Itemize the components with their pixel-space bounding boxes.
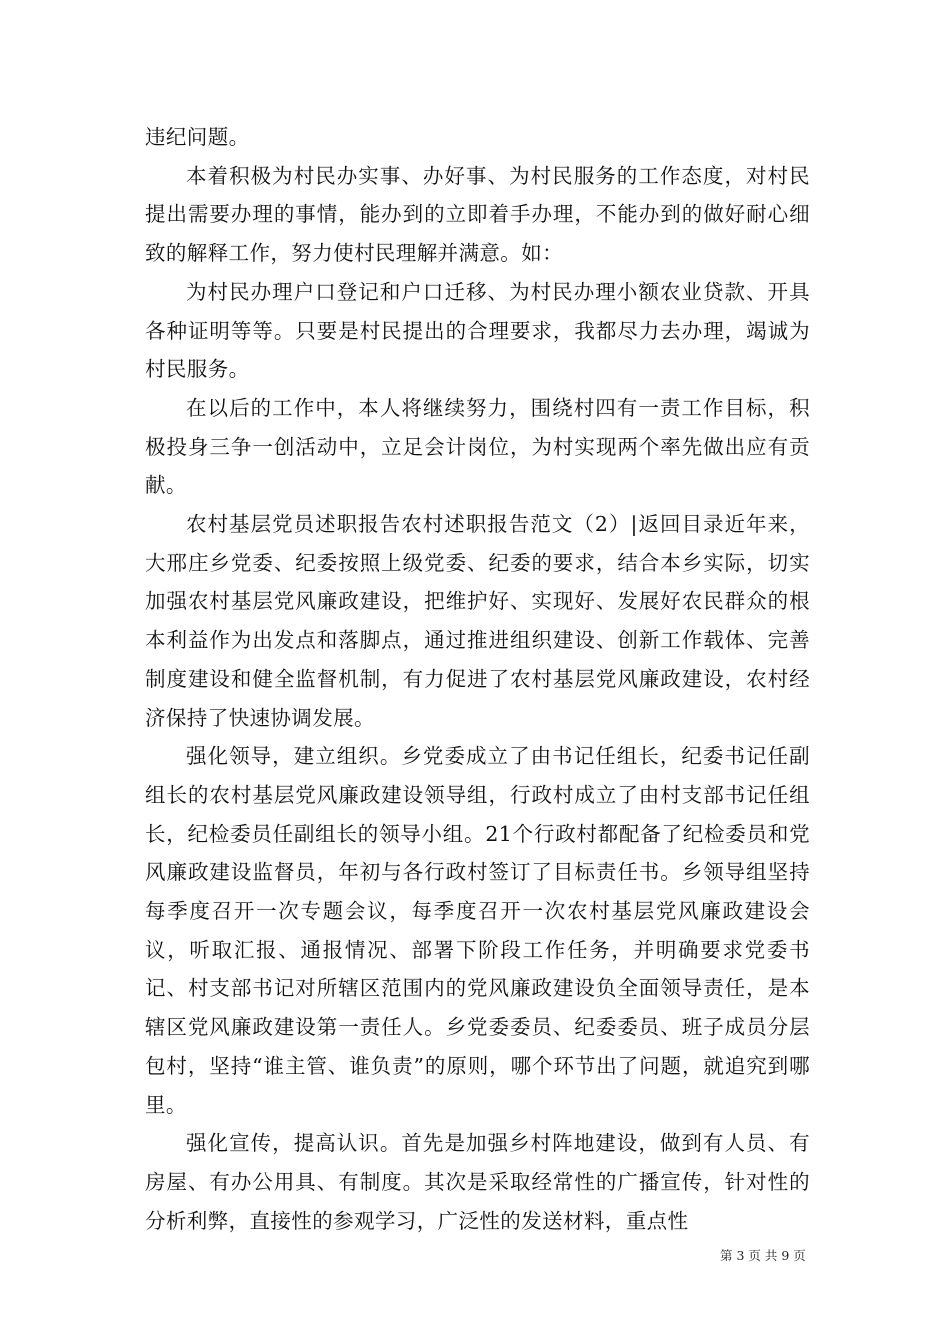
page-number-footer: 第 3 页 共 9 页 xyxy=(720,1248,806,1263)
paragraph-4: 在以后的工作中，本人将继续努力，围绕村四有一责工作目标，积极投身三争一创活动中，立足会计岗位，为村实现两个率先做出应有贡献。 xyxy=(145,395,810,498)
document-body xyxy=(145,118,810,1240)
paragraph-2: 本着积极为村民办实事、办好事、为村民服务的工作态度，对村民提出需要办理的事情，能办到的立即着手办理，不能办到的做好耐心细致的解释工作，努力使村民理解并满意。如： xyxy=(145,163,810,266)
paragraph-5: 农村基层党员述职报告农村述职报告范文（2）|返回目录近年来，大邢庄乡党委、纪委按照上级党委、纪委的要求，结合本乡实际，切实加强农村基层党风廉政建设，把维护好、实现好、发展好农民群众的根本利益作为出发点和落脚点，通过推进组织建设、创新工作载体、完善制度建设和健全监督机制，有力促进了农村基层党风廉政建设，农村经济保持了快速协调发展。 xyxy=(145,512,810,730)
paragraph-6: 强化领导，建立组织。乡党委成立了由书记任组长，纪委书记任副组长的农村基层党风廉政建设领导组，行政村成立了由村支部书记任组长，纪检委员任副组长的领导小组。21个行政村都配备了纪检委员和党风廉政建设监督员，年初与各行政村签订了目标责任书。乡领导组坚持每季度召开一次专题会议，每季度召开一次农村基层党风廉政建设会议，听取汇报、通报情况、部署下阶段工作任务，并明确要求党委书记、村支部书记对所辖区范围内的党风廉政建设负全面领导责任，是本辖区党风廉政建设第一责任人。乡党委委员、纪委委员、班子成员分层包村，坚持“谁主管、谁负责”的原则，哪个环节出了问题，就追究到哪里。 xyxy=(145,744,810,1117)
paragraph-1: 违纪问题。 xyxy=(145,125,250,149)
paragraph-3: 为村民办理户口登记和户口迁移、为村民办理小额农业贷款、开具各种证明等等。只要是村民提出的合理要求，我都尽力去办理，竭诚为村民服务。 xyxy=(145,279,810,382)
paragraph-7: 强化宣传，提高认识。首先是加强乡村阵地建设，做到有人员、有房屋、有办公用具、有制度。其次是采取经常性的广播宣传，针对性的分析利弊，直接性的参观学习，广泛性的发送材料，重点性 xyxy=(145,1131,810,1233)
